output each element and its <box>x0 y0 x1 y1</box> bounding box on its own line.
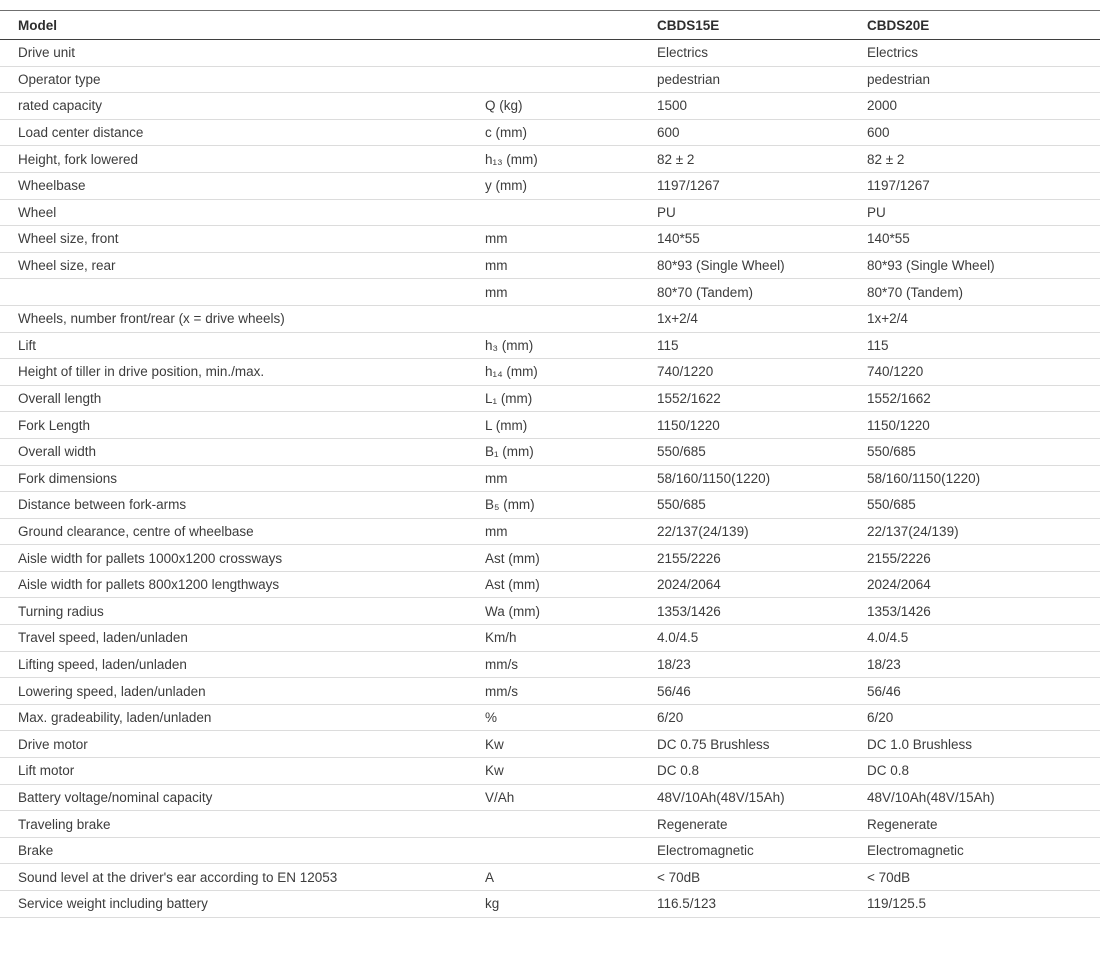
spec-symbol-unit-cell: L₁ (mm) <box>485 385 657 412</box>
spec-symbol-unit-cell <box>485 199 657 226</box>
spec-parameter-cell: Aisle width for pallets 800x1200 lengthways <box>0 571 485 598</box>
spec-row <box>0 385 1100 412</box>
spec-symbol-unit-cell: h₁₄ (mm) <box>485 359 657 386</box>
spec-parameter-cell: Height of tiller in drive position, min./max. <box>0 359 485 386</box>
spec-value-cbds20e-cell: DC 1.0 Brushless <box>867 731 1100 758</box>
spec-row <box>0 66 1100 93</box>
spec-parameter-cell: Max. gradeability, laden/unladen <box>0 704 485 731</box>
spec-symbol-unit-cell <box>485 305 657 332</box>
spec-row <box>0 465 1100 492</box>
spec-parameter-cell: Distance between fork-arms <box>0 492 485 519</box>
spec-symbol-unit-cell: mm <box>485 465 657 492</box>
spec-symbol-unit-cell: Ast (mm) <box>485 571 657 598</box>
spec-row <box>0 412 1100 439</box>
spec-value-cbds15e-cell: 2024/2064 <box>657 571 867 598</box>
spec-row <box>0 598 1100 625</box>
spec-value-cbds20e-cell: 115 <box>867 332 1100 359</box>
spec-value-cbds20e-cell: 80*93 (Single Wheel) <box>867 252 1100 279</box>
spec-parameter-cell: Travel speed, laden/unladen <box>0 625 485 652</box>
spec-value-cbds15e-cell: 4.0/4.5 <box>657 625 867 652</box>
spec-value-cbds20e-cell: 58/160/1150(1220) <box>867 465 1100 492</box>
spec-parameter-cell: Traveling brake <box>0 811 485 838</box>
spec-value-cbds15e-cell: 80*70 (Tandem) <box>657 279 867 306</box>
spec-row <box>0 40 1100 67</box>
spec-value-cbds20e-cell: 1197/1267 <box>867 172 1100 199</box>
spec-parameter-cell: Wheel <box>0 199 485 226</box>
spec-value-cbds20e-cell: 22/137(24/139) <box>867 518 1100 545</box>
spec-value-cbds15e-cell: Regenerate <box>657 811 867 838</box>
spec-parameter-cell <box>0 279 485 306</box>
column-header-symbol-unit <box>485 11 657 40</box>
spec-value-cbds15e-cell: Electrics <box>657 40 867 67</box>
spec-row <box>0 226 1100 253</box>
spec-parameter-cell: Brake <box>0 837 485 864</box>
spec-symbol-unit-cell <box>485 811 657 838</box>
spec-value-cbds15e-cell: 550/685 <box>657 438 867 465</box>
spec-symbol-unit-cell: Ast (mm) <box>485 545 657 572</box>
spec-parameter-cell: Wheel size, front <box>0 226 485 253</box>
spec-symbol-unit-cell: mm <box>485 252 657 279</box>
spec-parameter-cell: Drive unit <box>0 40 485 67</box>
spec-row <box>0 359 1100 386</box>
spec-symbol-unit-cell <box>485 40 657 67</box>
spec-value-cbds15e-cell: Electromagnetic <box>657 837 867 864</box>
spec-parameter-cell: Service weight including battery <box>0 891 485 918</box>
spec-value-cbds15e-cell: 22/137(24/139) <box>657 518 867 545</box>
spec-parameter-cell: Lift <box>0 332 485 359</box>
spec-symbol-unit-cell: V/Ah <box>485 784 657 811</box>
spec-row <box>0 492 1100 519</box>
spec-row <box>0 625 1100 652</box>
spec-value-cbds20e-cell: 119/125.5 <box>867 891 1100 918</box>
spec-symbol-unit-cell: h₃ (mm) <box>485 332 657 359</box>
spec-row <box>0 571 1100 598</box>
spec-symbol-unit-cell: c (mm) <box>485 119 657 146</box>
spec-value-cbds15e-cell: 1500 <box>657 93 867 120</box>
spec-row <box>0 731 1100 758</box>
spec-symbol-unit-cell <box>485 837 657 864</box>
spec-row <box>0 199 1100 226</box>
spec-parameter-cell: Lifting speed, laden/unladen <box>0 651 485 678</box>
spec-row <box>0 811 1100 838</box>
spec-value-cbds20e-cell: Electromagnetic <box>867 837 1100 864</box>
spec-parameter-cell: Battery voltage/nominal capacity <box>0 784 485 811</box>
spec-value-cbds20e-cell: 2000 <box>867 93 1100 120</box>
spec-value-cbds15e-cell: 56/46 <box>657 678 867 705</box>
spec-parameter-cell: Height, fork lowered <box>0 146 485 173</box>
spec-symbol-unit-cell: h₁₃ (mm) <box>485 146 657 173</box>
spec-value-cbds15e-cell: pedestrian <box>657 66 867 93</box>
spec-symbol-unit-cell: % <box>485 704 657 731</box>
spec-value-cbds20e-cell: 2155/2226 <box>867 545 1100 572</box>
spec-value-cbds20e-cell: DC 0.8 <box>867 758 1100 785</box>
spec-value-cbds20e-cell: pedestrian <box>867 66 1100 93</box>
spec-value-cbds15e-cell: 740/1220 <box>657 359 867 386</box>
spec-row <box>0 279 1100 306</box>
spec-symbol-unit-cell: Kw <box>485 758 657 785</box>
spec-row <box>0 837 1100 864</box>
spec-symbol-unit-cell: y (mm) <box>485 172 657 199</box>
spec-value-cbds15e-cell: PU <box>657 199 867 226</box>
spec-symbol-unit-cell: L (mm) <box>485 412 657 439</box>
spec-value-cbds15e-cell: DC 0.75 Brushless <box>657 731 867 758</box>
spec-parameter-cell: Wheels, number front/rear (x = drive wheels) <box>0 305 485 332</box>
spec-value-cbds20e-cell: 740/1220 <box>867 359 1100 386</box>
spec-row <box>0 119 1100 146</box>
spec-value-cbds15e-cell: 58/160/1150(1220) <box>657 465 867 492</box>
spec-symbol-unit-cell: Wa (mm) <box>485 598 657 625</box>
spec-table <box>0 10 1100 918</box>
spec-value-cbds20e-cell: 1552/1662 <box>867 385 1100 412</box>
spec-value-cbds20e-cell: 550/685 <box>867 438 1100 465</box>
spec-value-cbds20e-cell: 1150/1220 <box>867 412 1100 439</box>
spec-value-cbds20e-cell: 550/685 <box>867 492 1100 519</box>
spec-parameter-cell: Fork Length <box>0 412 485 439</box>
spec-row <box>0 678 1100 705</box>
spec-symbol-unit-cell: Km/h <box>485 625 657 652</box>
spec-value-cbds20e-cell: 48V/10Ah(48V/15Ah) <box>867 784 1100 811</box>
spec-row <box>0 172 1100 199</box>
spec-parameter-cell: Lift motor <box>0 758 485 785</box>
spec-parameter-cell: Operator type <box>0 66 485 93</box>
spec-row <box>0 651 1100 678</box>
spec-parameter-cell: Wheelbase <box>0 172 485 199</box>
spec-value-cbds15e-cell: 1150/1220 <box>657 412 867 439</box>
spec-value-cbds15e-cell: 115 <box>657 332 867 359</box>
spec-symbol-unit-cell: mm/s <box>485 651 657 678</box>
spec-value-cbds20e-cell: < 70dB <box>867 864 1100 891</box>
column-header-model: Model <box>0 11 485 40</box>
spec-value-cbds20e-cell: 1x+2/4 <box>867 305 1100 332</box>
spec-value-cbds20e-cell: 80*70 (Tandem) <box>867 279 1100 306</box>
spec-value-cbds15e-cell: 1x+2/4 <box>657 305 867 332</box>
spec-value-cbds15e-cell: 48V/10Ah(48V/15Ah) <box>657 784 867 811</box>
spec-symbol-unit-cell: A <box>485 864 657 891</box>
spec-value-cbds20e-cell: Electrics <box>867 40 1100 67</box>
spec-value-cbds20e-cell: 140*55 <box>867 226 1100 253</box>
spec-value-cbds20e-cell: 18/23 <box>867 651 1100 678</box>
spec-value-cbds15e-cell: 2155/2226 <box>657 545 867 572</box>
spec-row <box>0 518 1100 545</box>
spec-value-cbds15e-cell: 116.5/123 <box>657 891 867 918</box>
spec-parameter-cell: Turning radius <box>0 598 485 625</box>
spec-row <box>0 146 1100 173</box>
spec-parameter-cell: Load center distance <box>0 119 485 146</box>
spec-symbol-unit-cell: mm <box>485 279 657 306</box>
spec-value-cbds20e-cell: Regenerate <box>867 811 1100 838</box>
spec-value-cbds15e-cell: 140*55 <box>657 226 867 253</box>
spec-value-cbds20e-cell: 4.0/4.5 <box>867 625 1100 652</box>
spec-parameter-cell: Aisle width for pallets 1000x1200 crossways <box>0 545 485 572</box>
spec-parameter-cell: Ground clearance, centre of wheelbase <box>0 518 485 545</box>
spec-value-cbds15e-cell: 1353/1426 <box>657 598 867 625</box>
spec-table-body <box>0 40 1100 918</box>
spec-parameter-cell: rated capacity <box>0 93 485 120</box>
spec-parameter-cell: Drive motor <box>0 731 485 758</box>
spec-parameter-cell: Fork dimensions <box>0 465 485 492</box>
spec-value-cbds20e-cell: 600 <box>867 119 1100 146</box>
column-header-cbds20e: CBDS20E <box>867 11 1100 40</box>
spec-symbol-unit-cell: mm <box>485 518 657 545</box>
spec-row <box>0 784 1100 811</box>
spec-row <box>0 93 1100 120</box>
spec-row <box>0 332 1100 359</box>
spec-value-cbds20e-cell: PU <box>867 199 1100 226</box>
spec-value-cbds20e-cell: 2024/2064 <box>867 571 1100 598</box>
spec-row <box>0 758 1100 785</box>
spec-symbol-unit-cell: mm <box>485 226 657 253</box>
spec-value-cbds15e-cell: 1552/1622 <box>657 385 867 412</box>
spec-parameter-cell: Wheel size, rear <box>0 252 485 279</box>
spec-value-cbds15e-cell: < 70dB <box>657 864 867 891</box>
spec-value-cbds15e-cell: 80*93 (Single Wheel) <box>657 252 867 279</box>
spec-parameter-cell: Overall width <box>0 438 485 465</box>
spec-row <box>0 545 1100 572</box>
spec-value-cbds15e-cell: 550/685 <box>657 492 867 519</box>
spec-row <box>0 438 1100 465</box>
spec-parameter-cell: Overall length <box>0 385 485 412</box>
spec-parameter-cell: Lowering speed, laden/unladen <box>0 678 485 705</box>
spec-symbol-unit-cell: Q (kg) <box>485 93 657 120</box>
spec-symbol-unit-cell: B₅ (mm) <box>485 492 657 519</box>
spec-row <box>0 864 1100 891</box>
spec-value-cbds15e-cell: 600 <box>657 119 867 146</box>
spec-row <box>0 252 1100 279</box>
spec-row <box>0 704 1100 731</box>
spec-value-cbds15e-cell: 18/23 <box>657 651 867 678</box>
spec-value-cbds15e-cell: 82 ± 2 <box>657 146 867 173</box>
spec-parameter-cell: Sound level at the driver's ear according to EN 12053 <box>0 864 485 891</box>
spec-symbol-unit-cell <box>485 66 657 93</box>
column-header-cbds15e: CBDS15E <box>657 11 867 40</box>
spec-symbol-unit-cell: Kw <box>485 731 657 758</box>
table-header-row <box>0 11 1100 40</box>
spec-row <box>0 891 1100 918</box>
spec-value-cbds15e-cell: 6/20 <box>657 704 867 731</box>
spec-symbol-unit-cell: B₁ (mm) <box>485 438 657 465</box>
spec-symbol-unit-cell: mm/s <box>485 678 657 705</box>
spec-row <box>0 305 1100 332</box>
spec-value-cbds15e-cell: 1197/1267 <box>657 172 867 199</box>
spec-value-cbds20e-cell: 56/46 <box>867 678 1100 705</box>
spec-value-cbds20e-cell: 6/20 <box>867 704 1100 731</box>
spec-value-cbds20e-cell: 82 ± 2 <box>867 146 1100 173</box>
spec-value-cbds20e-cell: 1353/1426 <box>867 598 1100 625</box>
spec-symbol-unit-cell: kg <box>485 891 657 918</box>
spec-value-cbds15e-cell: DC 0.8 <box>657 758 867 785</box>
